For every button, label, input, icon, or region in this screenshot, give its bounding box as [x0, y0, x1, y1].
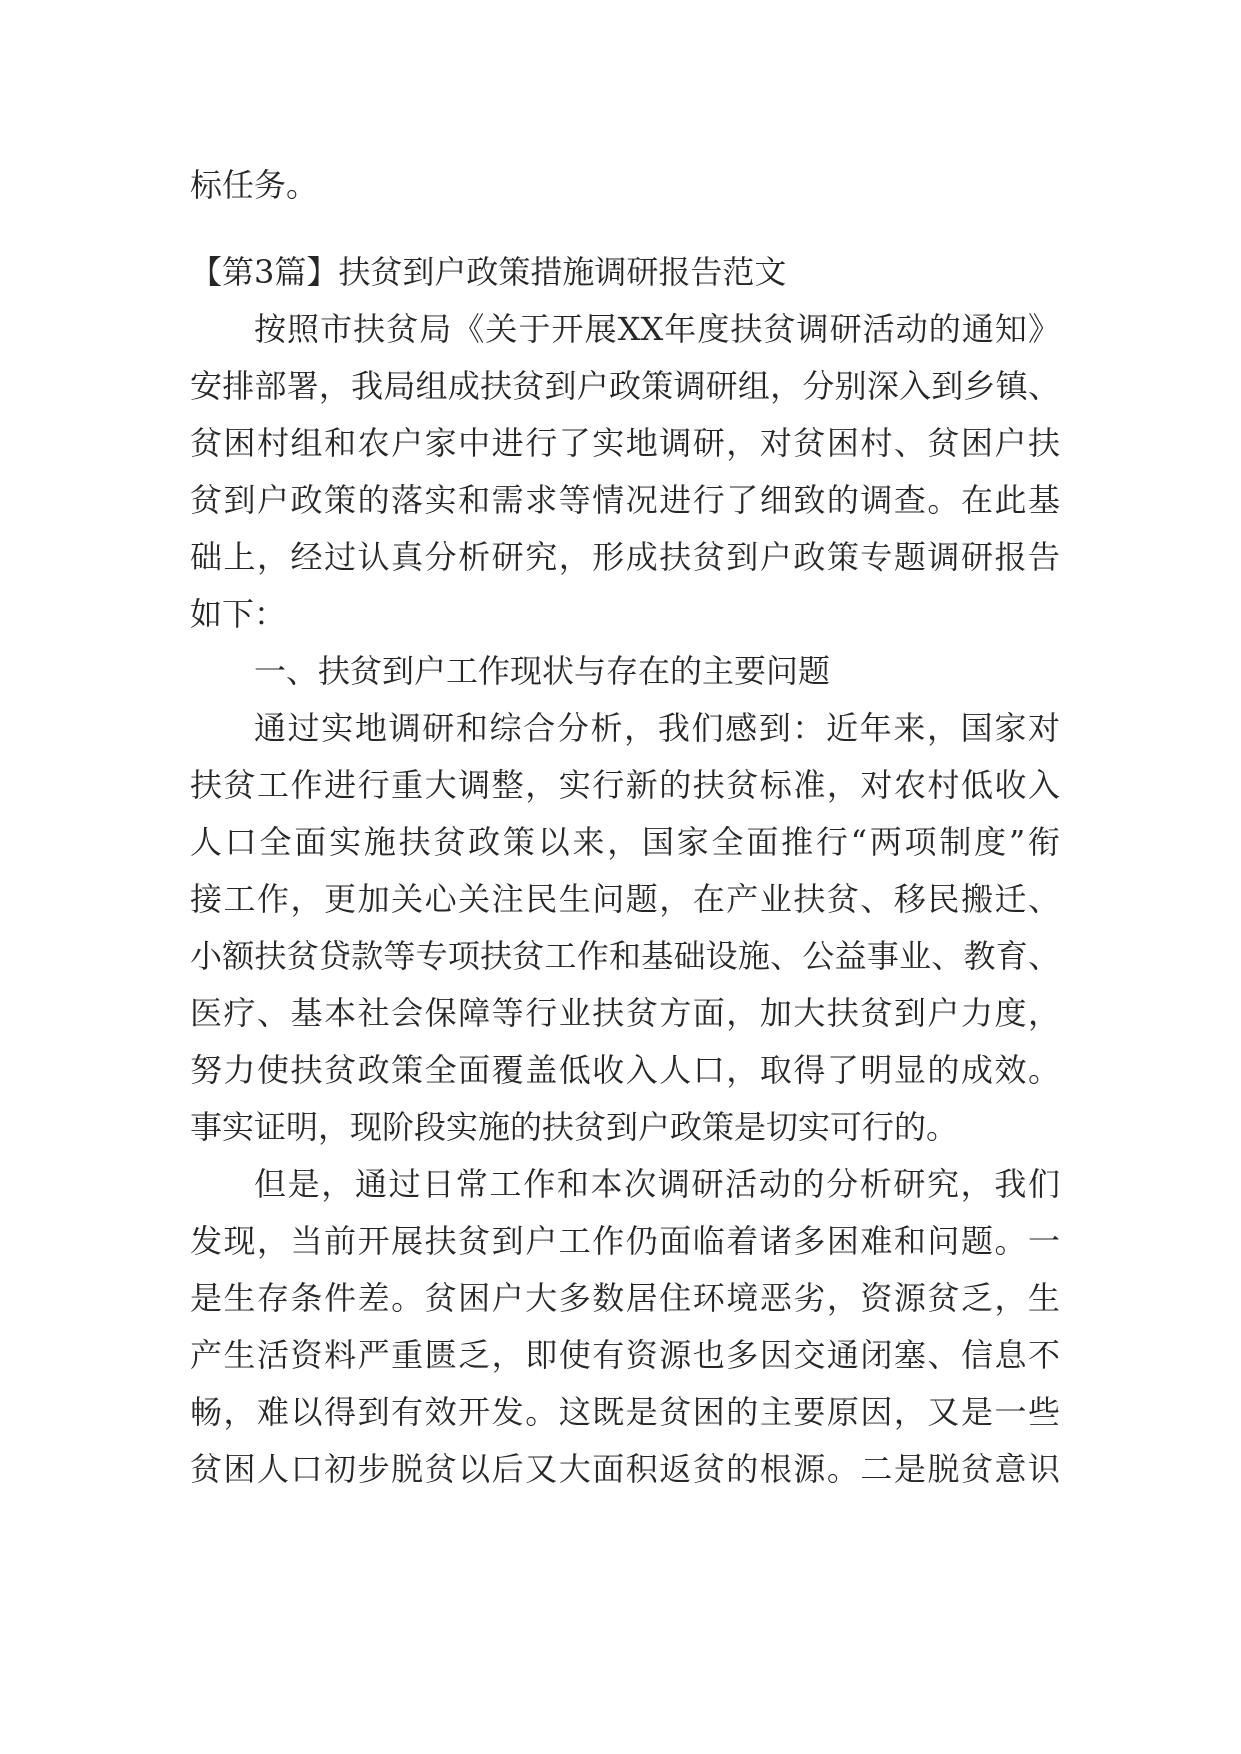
text-line: 小额扶贫贷款等专项扶贫工作和基础设施、公益事业、教育、 [190, 937, 1060, 975]
text-line: 努力使扶贫政策全面覆盖低收入人口，取得了明显的成效。 [190, 1051, 1060, 1089]
text-line: 人口全面实施扶贫政策以来，国家全面推行“两项制度”衔 [190, 823, 1060, 861]
text-line: 扶贫工作进行重大调整，实行新的扶贫标准，对农村低收入 [190, 766, 1060, 804]
text-line: 产生活资料严重匮乏，即使有资源也多因交通闭塞、信息不 [190, 1336, 1060, 1374]
text-line: 是生存条件差。贫困户大多数居住环境恶劣，资源贫乏，生 [190, 1279, 1060, 1317]
text-line: 安排部署，我局组成扶贫到户政策调研组，分别深入到乡镇、 [190, 367, 1060, 405]
text-line: 但是，通过日常工作和本次调研活动的分析研究，我们 [254, 1165, 1060, 1203]
text-line: 接工作，更加关心关注民生问题，在产业扶贫、移民搬迁、 [190, 880, 1060, 918]
text-line: 贫困村组和农户家中进行了实地调研，对贫困村、贫困户扶 [190, 424, 1060, 462]
text-line: 贫到户政策的落实和需求等情况进行了细致的调查。在此基 [190, 481, 1060, 519]
text-line: 事实证明，现阶段实施的扶贫到户政策是切实可行的。 [190, 1108, 959, 1146]
text-line: 标任务。 [190, 166, 319, 204]
subheading: 一、扶贫到户工作现状与存在的主要问题 [254, 652, 831, 690]
text-line: 贫困人口初步脱贫以后又大面积返贫的根源。二是脱贫意识 [190, 1450, 1060, 1488]
text-line: 医疗、基本社会保障等行业扶贫方面，加大扶贫到户力度， [190, 994, 1060, 1032]
text-line: 如下： [190, 595, 287, 633]
text-line: 发现，当前开展扶贫到户工作仍面临着诸多困难和问题。一 [190, 1222, 1060, 1260]
text-line: 通过实地调研和综合分析，我们感到：近年来，国家对 [254, 709, 1060, 747]
text-line: 畅，难以得到有效开发。这既是贫困的主要原因，又是一些 [190, 1393, 1060, 1431]
section-heading: 【第3篇】扶贫到户政策措施调研报告范文 [190, 253, 787, 291]
text-line: 础上，经过认真分析研究，形成扶贫到户政策专题调研报告 [190, 538, 1060, 576]
text-line: 按照市扶贫局《关于开展XX年度扶贫调研活动的通知》 [254, 310, 1060, 348]
